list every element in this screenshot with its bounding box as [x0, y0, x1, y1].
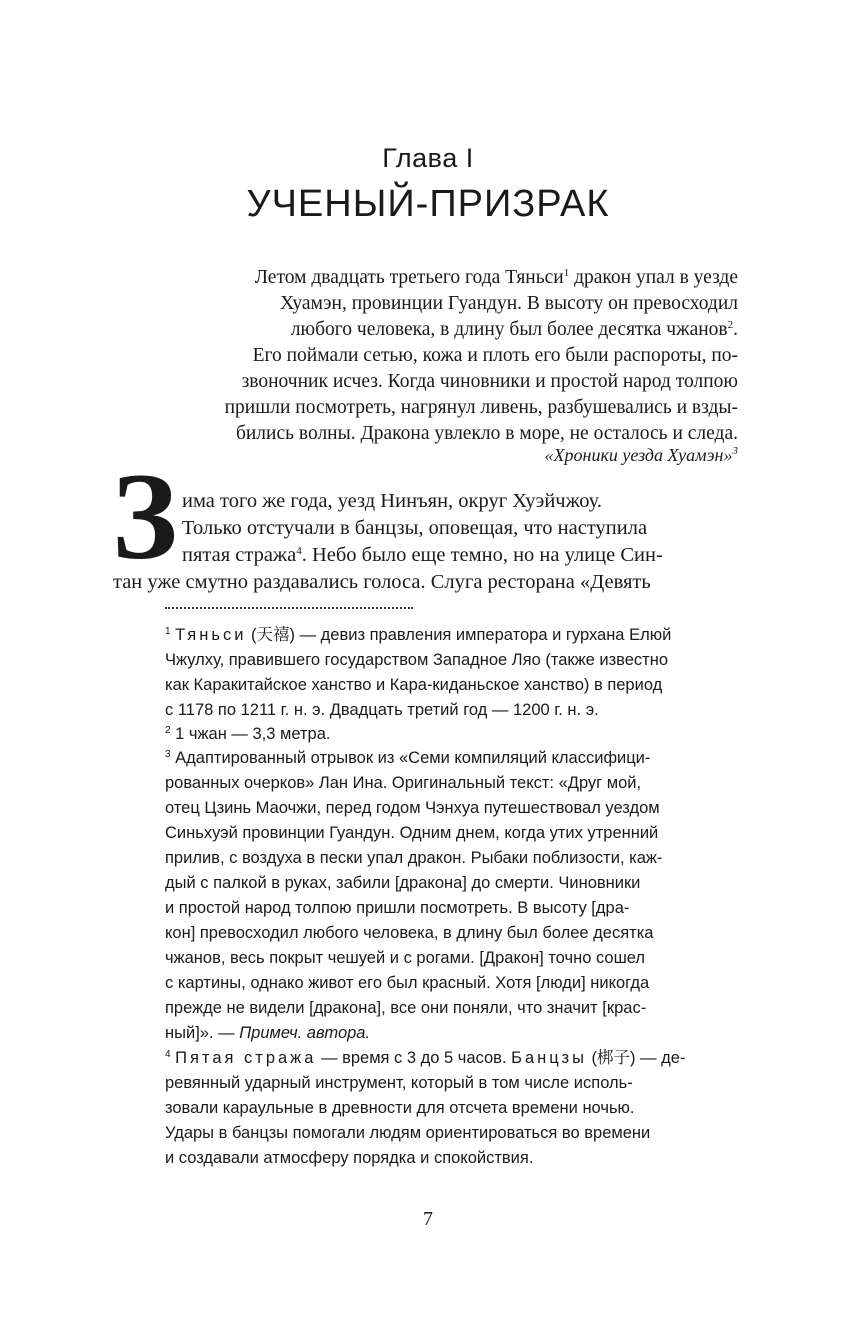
footnote-line: дый с палкой в руках, забили [дракона] до смерти. Чиновники	[165, 874, 641, 892]
footnote-ref[interactable]: 3	[732, 445, 738, 457]
footnote-line: ревянный ударный инструмент, который в том числе исполь-	[165, 1074, 633, 1092]
footnote-2: $^2$ 1 чжан — 3,3 метра.	[165, 725, 331, 743]
footnote-line: Синьхуэй провинции Гуандун. Одним днем, когда утих утренний	[165, 824, 659, 842]
page-number: 7	[423, 1208, 433, 1230]
epigraph-line: Его поймали сетью, кожа и плоть его были распороты, по-	[252, 345, 738, 366]
body-line: Только отстучали в банцзы, оповещая, что наступила	[182, 517, 648, 539]
footnote-3: $^3$ Адаптированный отрывок из «Семи компиляций классифици-	[165, 749, 651, 767]
chapter-number: Глава I	[382, 143, 474, 173]
footnote-ref[interactable]: 4	[296, 545, 302, 557]
footnote-line: отец Цзинь Маочжи, перед годом Чэнхуа путешествовал уездом	[165, 799, 660, 817]
drop-cap: З	[112, 448, 178, 585]
footnote-line: рованных очерков» Лан Ина. Оригинальный текст: «Друг мой,	[165, 774, 642, 792]
epigraph-line: звоночник исчез. Когда чиновники и простой народ толпою	[241, 371, 738, 392]
footnote-line: кон] превосходил любого человека, в длину был более десятка	[165, 924, 654, 942]
footnote-line: ный]». — Примеч. автора.	[165, 1024, 371, 1042]
footnote-line: зовали караульные в древности для отсчета времени ночью.	[165, 1099, 635, 1117]
footnote-line: и простой народ толпою пришли посмотреть. В высоту [дра-	[165, 899, 630, 917]
footnote-line: и создавали атмосферу порядка и спокойствия.	[165, 1149, 534, 1167]
epigraph-line: Летом двадцать третьего года Тяньси$^1$ дракон упал в уезде	[254, 267, 738, 288]
epigraph-line: Хуамэн, провинции Гуандун. В высоту он превосходил	[280, 293, 738, 314]
footnote-line: как Каракитайское ханство и Кара-киданьское ханство) в период	[165, 676, 663, 694]
epigraph-line: любого человека, в длину был более десятка чжанов$^2$.	[290, 319, 738, 340]
body-line: има того же года, уезд Нинъян, округ Хуэйчжоу.	[182, 490, 603, 512]
footnote-ref[interactable]: 1	[563, 267, 570, 279]
footnote-1: $^1$ Тяньси (天禧) — девиз правления императора и гурхана Елюй	[165, 626, 672, 644]
footnote-4: $^4$ Пятая стража — время с 3 до 5 часов. Банцзы (梆子) — де-	[165, 1049, 686, 1067]
epigraph-line: пришли посмотреть, нагрянул ливень, разбушевались и взды-	[224, 397, 738, 418]
footnote-line: прилив, с воздуха в пески упал дракон. Рыбаки поблизости, каж-	[165, 849, 663, 867]
footnote-divider	[165, 607, 413, 609]
footnote-line: с 1178 по 1211 г. н. э. Двадцать третий год — 1200 г. н. э.	[165, 701, 599, 719]
epigraph-source: «Хроники уезда Хуамэн»$^3$	[544, 445, 738, 465]
footnote-line: Чжулху, правившего государством Западное Ляо (также известно	[165, 651, 669, 669]
footnote-line: Удары в банцзы помогали людям ориентироваться во времени	[165, 1124, 651, 1142]
footnote-line: с картины, однако живот его был красный. Хотя [люди] никогда	[165, 974, 650, 992]
footnote-line: прежде не видели [дракона], все они поняли, что значит [крас-	[165, 999, 647, 1017]
body-line: пятая стража$^4$. Небо было еще темно, но на улице Син-	[182, 544, 663, 566]
body-line: тан уже смутно раздавались голоса. Слуга ресторана «Девять	[113, 571, 651, 593]
chapter-title: УЧЕНЫЙ-ПРИЗРАК	[246, 183, 610, 225]
epigraph-line: бились волны. Дракона увлекло в море, не осталось и следа.	[235, 423, 738, 444]
footnote-line: чжанов, весь покрыт чешуей и с рогами. [Дракон] точно сошел	[165, 949, 646, 967]
footnote-ref[interactable]: 2	[727, 319, 734, 331]
